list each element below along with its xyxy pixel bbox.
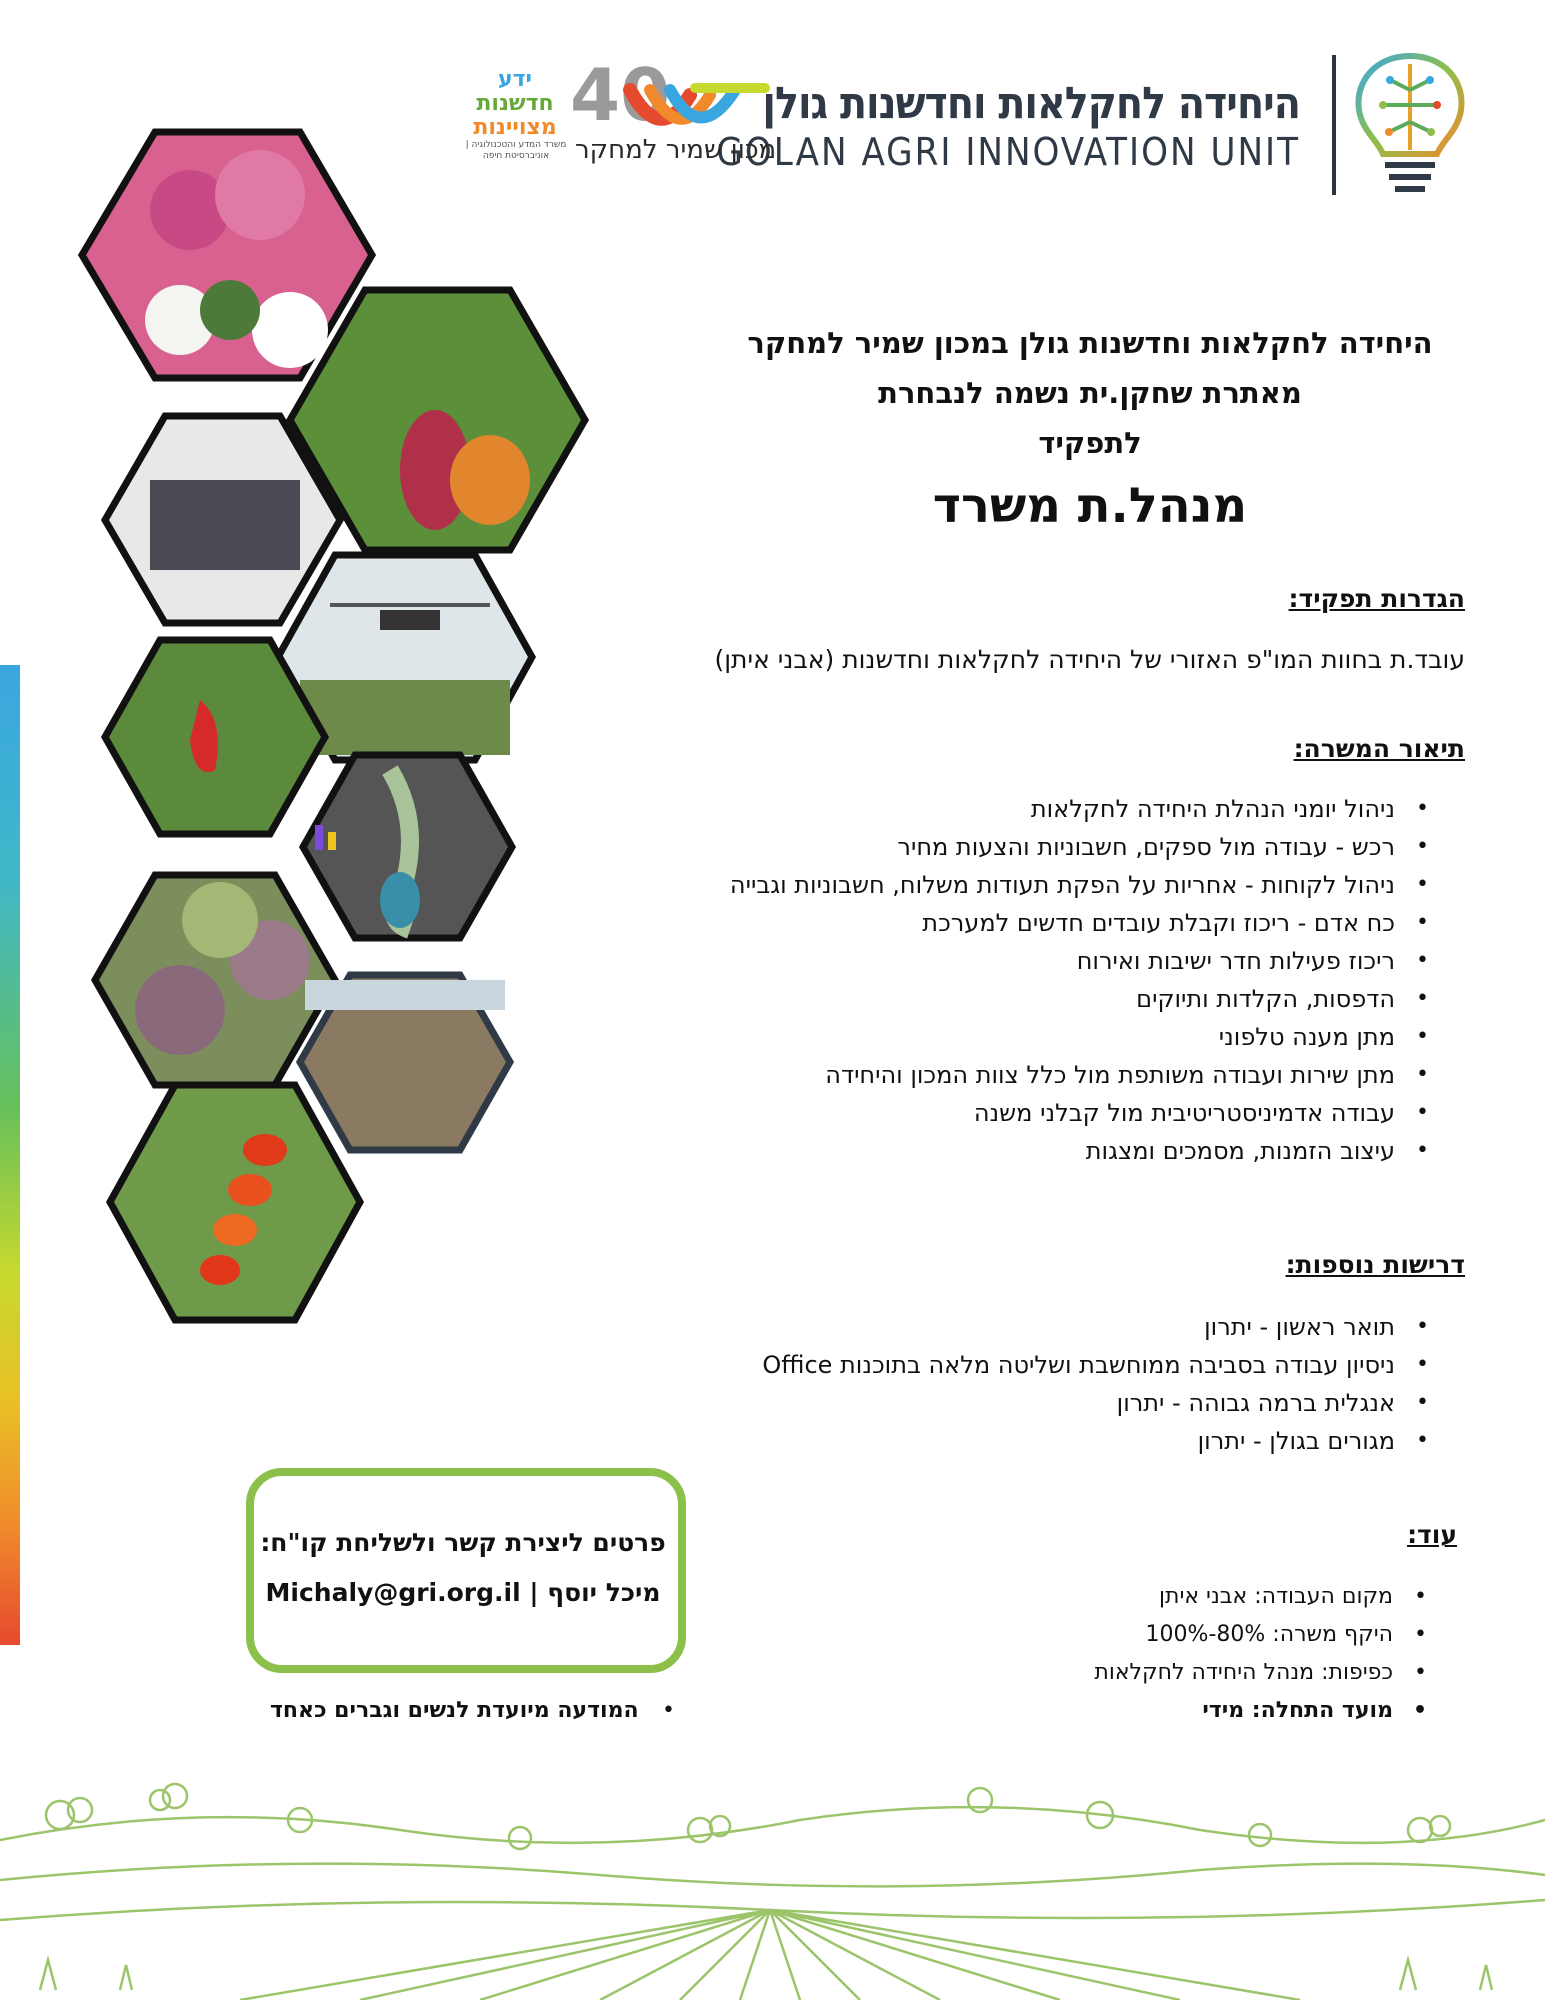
requirements-list: [762, 1308, 1435, 1460]
photo-collage: [60, 120, 620, 1340]
job-title: מנהל.ת משרד: [932, 478, 1248, 534]
slogan-word-3: מצויינות: [473, 115, 557, 140]
ministry-text: משרד המדע והטכנולוגיה | אוניברסיטת חיפה: [465, 140, 567, 161]
contact-separator: |: [529, 1578, 539, 1607]
contact-title: פרטים ליצירת קשר ולשליחת קו"ח:: [260, 1528, 666, 1557]
requirements-heading: דרישות נוספות:: [1285, 1250, 1465, 1279]
list-item: • מתן מענה טלפוני: [730, 1018, 1395, 1056]
definitions-text: עובד.ת בחוות המו"פ האזורי של היחידה לחקלאות וחדשנות (אבני איתן): [714, 645, 1465, 674]
lightbulb-logo-icon: [1345, 50, 1475, 200]
landscape-illustration: [0, 1760, 1545, 2000]
list-item: • מקום העבודה: אבני איתן: [1094, 1578, 1393, 1616]
list-item: • הדפסות, הקלדות ותיוקים: [730, 980, 1395, 1018]
svg-text:40: 40: [570, 53, 671, 137]
unit-name-english: GOLAN AGRI INNOVATION UNIT: [716, 130, 1300, 174]
list-item: • עיצוב הזמנות, מסמכים ומצגות: [730, 1132, 1395, 1170]
contact-name: מיכל יוסף: [547, 1578, 661, 1607]
description-list: [730, 790, 1435, 1170]
intro-line-3: לתפקיד: [1038, 426, 1142, 460]
more-heading: עוד:: [1407, 1520, 1457, 1549]
list-item: • ניהול לקוחות - אחריות על הפקת תעודות משלוח, חשבוניות וגבייה: [730, 866, 1395, 904]
list-item: • אנגלית ברמה גבוהה - יתרון: [762, 1384, 1395, 1422]
tomato-photo: [110, 1085, 360, 1320]
list-item: • היקף משרה: 80%-100%: [1094, 1616, 1393, 1654]
unit-name-hebrew: היחידה לחקלאות וחדשנות גולן: [762, 78, 1300, 129]
list-item: • רכש - עבודה מול ספקים, חשבוניות והצעות מחיר: [730, 828, 1395, 866]
slogan-word-2: חדשנות: [476, 91, 554, 116]
intro-line-2: מאתרת שחקן.ית נשמה לנבחרת: [878, 376, 1302, 410]
list-item: • עבודה אדמיניסטריטיבית מול קבלני משנה: [730, 1094, 1395, 1132]
definitions-heading: הגדרות תפקיד:: [1288, 584, 1465, 613]
list-item: • מגורים בגולן - יתרון: [762, 1422, 1395, 1460]
contact-email-link[interactable]: Michaly@gri.org.il: [265, 1578, 521, 1607]
list-item: • מתן שירות ועבודה משותפת מול כלל צוות המכון והיחידה: [730, 1056, 1395, 1094]
list-item: • ניהול יומני הנהלת היחידה לחקלאות: [730, 790, 1395, 828]
list-item: • ניסיון עבודה בסביבה ממוחשבת ושליטה מלאה בתוכנות Office: [762, 1346, 1395, 1384]
logo-divider: [1332, 55, 1336, 195]
list-item: • תואר ראשון - יתרון: [762, 1308, 1395, 1346]
list-item: • כח אדם - ריכוז וקבלת עובדים חדשים למערכת: [730, 904, 1395, 942]
slogan-word-1: ידע: [497, 67, 533, 92]
list-item: • ריכוז פעילות חדר ישיבות ואירוח: [730, 942, 1395, 980]
more-list: [1094, 1578, 1433, 1730]
list-item: • מועד התחלה: מידי: [1094, 1692, 1393, 1730]
contact-box: [246, 1468, 686, 1673]
contact-details: [258, 1578, 668, 1607]
description-heading: תיאור המשרה:: [1293, 734, 1465, 763]
intro-line-1: היחידה לחקלאות וחדשנות גולן במכון שמיר למחקר: [747, 326, 1433, 360]
bullet-icon: •: [662, 1698, 675, 1723]
institute-name: מכון שמיר למחקר: [575, 135, 777, 165]
equal-opportunity-notice: המודעה מיועדת לנשים וגברים כאחד: [270, 1698, 639, 1723]
list-item: • כפיפות: מנהל היחידה לחקלאות: [1094, 1654, 1393, 1692]
side-gradient-bar: [0, 665, 20, 1645]
